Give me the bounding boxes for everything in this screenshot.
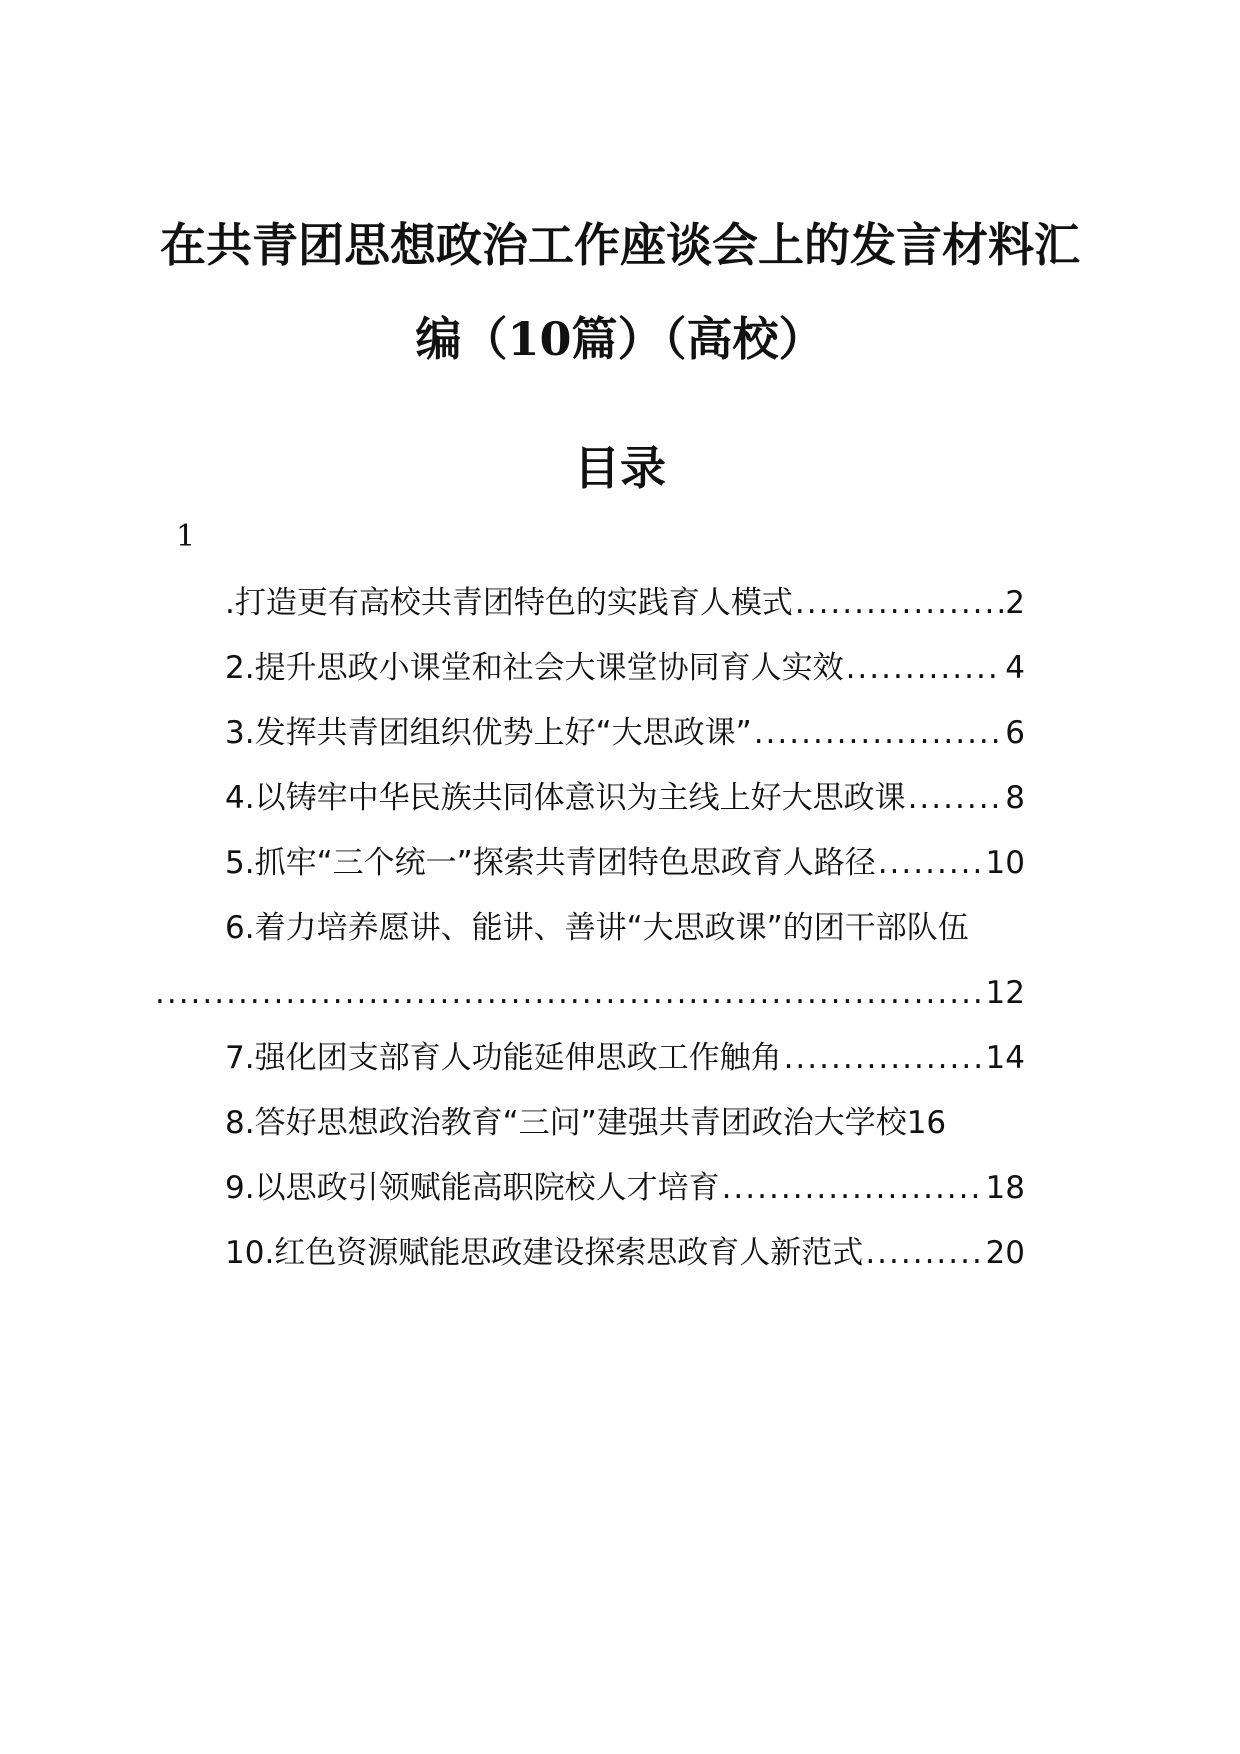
toc-entry-page: 16: [906, 1105, 947, 1141]
stray-number: 1: [176, 519, 196, 554]
toc-entry-title: 3.发挥共青团组织优势上好“大思政课”: [225, 715, 752, 751]
toc-entry-7[interactable]: [225, 1038, 1025, 1078]
toc-leader-dots: [878, 843, 984, 883]
toc-entry-page: 18: [985, 1170, 1025, 1206]
toc-entry-title: 10.红色资源赋能思政建设探索思政育人新范式: [225, 1235, 864, 1271]
toc-entry-6-continuation[interactable]: [155, 973, 1025, 1013]
toc-leader-dots: [865, 1233, 983, 1273]
toc-entry-10[interactable]: [225, 1233, 1025, 1273]
toc-entry-title: 9.以思政引领赋能高职院校人才培育: [225, 1170, 720, 1206]
toc-entry-page: 20: [985, 1235, 1025, 1271]
toc-entry-title: 2.提升思政小课堂和社会大课堂协同育人实效: [225, 650, 844, 686]
toc-entry-page: 6: [1005, 715, 1025, 751]
toc-entry-title: 8.答好思想政治教育“三问”建强共青团政治大学校: [225, 1105, 907, 1141]
toc-entry-1[interactable]: [225, 583, 1025, 623]
toc-entry-9[interactable]: [225, 1168, 1025, 1208]
toc-heading: 目录: [574, 441, 666, 495]
document-title-line-2: 编（10篇）（高校）: [415, 312, 825, 366]
toc-entry-page: 4: [1005, 650, 1025, 686]
toc-leader-dots: [908, 778, 1004, 818]
toc-leader-dots: [784, 1038, 984, 1078]
toc-entry-page: 12: [985, 975, 1025, 1011]
toc-leader-dots: [795, 583, 1003, 623]
toc-entry-page: 2: [1005, 585, 1025, 621]
toc-entry-6[interactable]: [225, 908, 969, 948]
toc-entry-page: 14: [985, 1040, 1025, 1076]
toc-entry-title: 6.着力培养愿讲、能讲、善讲“大思政课”的团干部队伍: [225, 910, 969, 946]
toc-entry-4[interactable]: [225, 778, 1025, 818]
toc-entry-page: 8: [1005, 780, 1025, 816]
document-title-line-1: 在共青团思想政治工作座谈会上的发言材料汇: [160, 218, 1080, 272]
toc-entry-8[interactable]: [225, 1103, 1025, 1143]
toc-entry-page: 10: [985, 845, 1025, 881]
toc-leader-dots: [155, 973, 984, 1013]
toc-entry-title: 7.强化团支部育人功能延伸思政工作触角: [225, 1040, 782, 1076]
toc-entry-2[interactable]: [225, 648, 1025, 688]
toc-leader-dots: [754, 713, 1004, 753]
toc-leader-dots: [846, 648, 1004, 688]
toc-entry-5[interactable]: [225, 843, 1025, 883]
toc-entry-3[interactable]: [225, 713, 1025, 753]
toc-entry-title: .打造更有高校共青团特色的实践育人模式: [225, 585, 793, 621]
toc-leader-dots: [722, 1168, 984, 1208]
toc-entry-title: 4.以铸牢中华民族共同体意识为主线上好大思政课: [225, 780, 906, 816]
toc-entry-title: 5.抓牢“三个统一”探索共青团特色思政育人路径: [225, 845, 876, 881]
